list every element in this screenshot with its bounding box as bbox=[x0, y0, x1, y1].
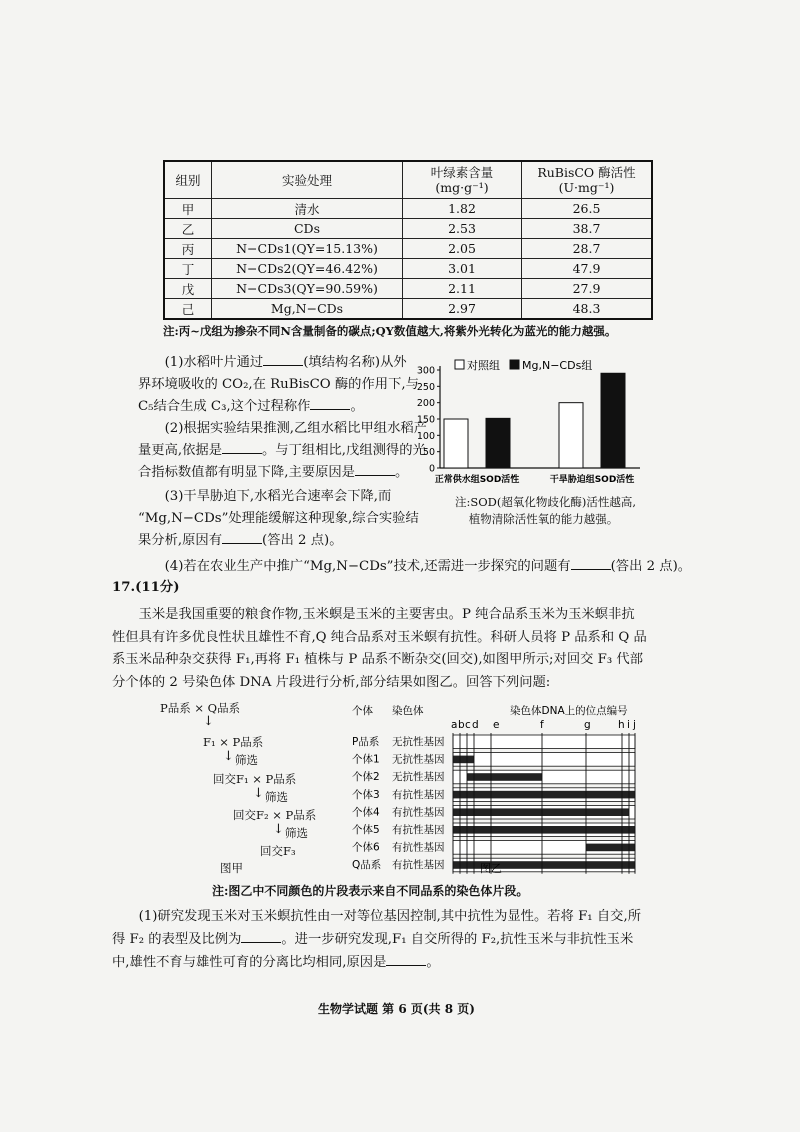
table-cell: CDs bbox=[212, 219, 403, 239]
row-chromosome: 有抗性基因 bbox=[392, 841, 445, 854]
cross-line2: F₁ × P品系 bbox=[203, 735, 264, 749]
site-letter: f bbox=[540, 719, 544, 731]
chromosome-bar bbox=[453, 753, 635, 767]
q16-p1b: (填结构名称)从外 bbox=[303, 355, 407, 370]
q16-part4 bbox=[138, 556, 698, 578]
table-cell: 27.9 bbox=[522, 279, 653, 299]
bar-control bbox=[444, 419, 468, 468]
row-individual: 个体1 bbox=[352, 753, 380, 766]
q16-p4a: (4)若在农业生产中推广“Mg,N−CDs”技术,还需进一步探究的问题有 bbox=[164, 559, 571, 574]
legend-label-treated: Mg,N−CDs组 bbox=[522, 359, 593, 372]
site-letter: g bbox=[584, 719, 591, 731]
row-chromosome: 有抗性基因 bbox=[392, 806, 445, 819]
table-cell: 47.9 bbox=[522, 259, 653, 279]
row-individual: 个体3 bbox=[352, 788, 380, 801]
chart-note-line1: 注:SOD(超氧化物歧化酶)活性越高, bbox=[455, 495, 637, 509]
answer-blank[interactable] bbox=[222, 441, 262, 454]
q-segment bbox=[453, 791, 635, 799]
q17-q1c: 。进一步研究发现,F₁ 自交所得的 F₂,抗性玉米与非抗性玉米 bbox=[281, 932, 634, 947]
row-individual: 个体2 bbox=[352, 771, 380, 784]
row-individual: P品系 bbox=[352, 736, 380, 748]
select-label: 筛选 bbox=[285, 826, 308, 840]
col-treatment: 实验处理 bbox=[212, 161, 403, 199]
legend-swatch-treated bbox=[510, 360, 519, 369]
col-chlorophyll bbox=[403, 161, 522, 199]
q16-p3b: “Mg,N−CDs”处理能缓解这种现象,综合实验结 bbox=[138, 511, 419, 526]
bar-control bbox=[559, 403, 583, 468]
table-cell: 38.7 bbox=[522, 219, 653, 239]
chart-legend bbox=[455, 358, 592, 372]
site-letter: j bbox=[633, 719, 636, 731]
answer-blank[interactable] bbox=[241, 930, 281, 943]
chart-note bbox=[455, 494, 636, 528]
cross-line4: 回交F₂ × P品系 bbox=[233, 808, 317, 822]
figure-a-caption: 图甲 bbox=[220, 861, 243, 875]
answer-blank[interactable] bbox=[310, 397, 350, 410]
q17-intro4: 分个体的 2 号染色体 DNA 片段进行分析,部分结果如图乙。回答下列问题: bbox=[112, 674, 551, 690]
col-individual: 个体 bbox=[352, 705, 373, 717]
figure-note: 注:图乙中不同颜色的片段表示来自不同品系的染色体片段。 bbox=[212, 884, 529, 898]
y-tick-label: 50 bbox=[422, 447, 435, 459]
table-cell: 己 bbox=[164, 299, 212, 320]
q16-p3c: 果分析,原因有 bbox=[138, 533, 223, 548]
q16-p3d: (答出 2 点)。 bbox=[262, 533, 343, 548]
site-letter: b bbox=[458, 719, 465, 731]
figure-b-caption: 图乙 bbox=[480, 862, 502, 875]
table-cell: 48.3 bbox=[522, 299, 653, 320]
site-letters bbox=[451, 719, 636, 731]
category-label: 干旱胁迫组SOD活性 bbox=[549, 475, 635, 485]
answer-blank[interactable] bbox=[263, 353, 303, 366]
col-group: 组别 bbox=[164, 161, 212, 199]
rubisco-unit: (U·mg⁻¹) bbox=[558, 180, 615, 195]
q17-intro3: 系玉米品种杂交获得 F₁,再将 F₁ 植株与 P 品系不断杂交(回交),如图甲所示;对回交 F₃ 代部 bbox=[112, 652, 644, 667]
category-label: 正常供水组SOD活性 bbox=[434, 475, 520, 485]
table-cell: 2.05 bbox=[403, 239, 522, 259]
q17-intro1: 玉米是我国重要的粮食作物,玉米螟是玉米的主要害虫。P 纯合品系玉米为玉米螟非抗 bbox=[138, 607, 635, 622]
q16-part1 bbox=[138, 352, 438, 418]
q16-p1e: 。 bbox=[350, 399, 364, 414]
y-tick-label: 200 bbox=[416, 398, 435, 410]
q16-p2b: 量更高,依据是 bbox=[138, 443, 223, 458]
table-row bbox=[164, 299, 652, 320]
q-segment bbox=[453, 808, 629, 816]
table-cell: 甲 bbox=[164, 199, 212, 219]
row-chromosome: 无抗性基因 bbox=[392, 736, 445, 748]
col-sites: 染色体DNA上的位点编号 bbox=[510, 705, 628, 717]
diagram-a bbox=[160, 700, 340, 875]
site-letter: a bbox=[451, 719, 458, 731]
down-arrow-icon: ↓ bbox=[203, 714, 214, 729]
down-arrow-icon: ↓ bbox=[223, 749, 234, 764]
site-letter: h bbox=[618, 719, 625, 731]
col-chromosome: 染色体 bbox=[392, 705, 424, 717]
table-cell: 丙 bbox=[164, 239, 212, 259]
q17-q1a: (1)研究发现玉米对玉米螟抗性由一对等位基因控制,其中抗性为显性。若将 F₁ 自交,所 bbox=[138, 909, 641, 924]
row-chromosome: 无抗性基因 bbox=[392, 771, 445, 784]
experiment-table bbox=[163, 160, 653, 320]
site-letter: d bbox=[472, 719, 479, 731]
answer-blank[interactable] bbox=[386, 953, 426, 966]
table-cell: 戊 bbox=[164, 279, 212, 299]
chart-bars bbox=[444, 373, 625, 468]
chlorophyll-unit: (mg·g⁻¹) bbox=[435, 180, 489, 195]
table-cell: 2.53 bbox=[403, 219, 522, 239]
q16-p1c: 界环境吸收的 CO₂,在 RuBisCO 酶的作用下,与 bbox=[138, 377, 419, 392]
table-cell: N−CDs2(QY=46.42%) bbox=[212, 259, 403, 279]
chart-note-line2: 植物清除活性氧的能力越强。 bbox=[468, 512, 619, 526]
table-cell: 2.97 bbox=[403, 299, 522, 320]
y-tick-label: 0 bbox=[428, 463, 435, 475]
q17-q1e: 。 bbox=[426, 955, 440, 970]
table-cell: 乙 bbox=[164, 219, 212, 239]
q-segment bbox=[467, 773, 542, 781]
answer-blank[interactable] bbox=[571, 557, 611, 570]
q16-p4b: (答出 2 点)。 bbox=[610, 559, 692, 574]
q16-p1a: (1)水稻叶片通过 bbox=[164, 355, 264, 370]
row-chromosome: 无抗性基因 bbox=[392, 753, 445, 766]
table-row bbox=[164, 279, 652, 299]
q17-intro bbox=[112, 604, 702, 694]
table-cell: N−CDs3(QY=90.59%) bbox=[212, 279, 403, 299]
table-cell: N−CDs1(QY=15.13%) bbox=[212, 239, 403, 259]
y-tick-label: 150 bbox=[416, 414, 435, 426]
q17-q1b: 得 F₂ 的表型及比例为 bbox=[112, 932, 242, 947]
site-letter: c bbox=[465, 719, 471, 731]
table-row bbox=[164, 219, 652, 239]
y-tick-label: 100 bbox=[416, 430, 435, 442]
y-tick-label: 300 bbox=[416, 365, 435, 377]
page-footer: 生物学试题 第 6 页(共 8 页) bbox=[318, 1002, 475, 1016]
row-individual: Q品系 bbox=[352, 859, 382, 872]
table-cell: 3.01 bbox=[403, 259, 522, 279]
cross-line3: 回交F₁ × P品系 bbox=[213, 772, 297, 786]
bar-treated bbox=[601, 373, 625, 468]
q16-part3 bbox=[138, 486, 438, 552]
rubisco-header: RuBisCO 酶活性 bbox=[537, 165, 636, 180]
bar-treated bbox=[486, 418, 510, 468]
q17-heading: 17.(11分) bbox=[112, 580, 180, 595]
q-segment bbox=[453, 756, 474, 764]
col-rubisco bbox=[522, 161, 653, 199]
chlorophyll-header: 叶绿素含量 bbox=[430, 165, 494, 180]
table-cell: 丁 bbox=[164, 259, 212, 279]
q17-part1 bbox=[112, 905, 702, 974]
table-row bbox=[164, 259, 652, 279]
answer-blank[interactable] bbox=[355, 463, 395, 476]
legend-swatch-control bbox=[455, 360, 464, 369]
q16-p2c: 。与丁组相比,戊组测得的光 bbox=[262, 443, 426, 458]
legend-label-control: 对照组 bbox=[467, 359, 500, 372]
q-segment bbox=[453, 826, 635, 834]
answer-blank[interactable] bbox=[222, 531, 262, 544]
row-chromosome: 有抗性基因 bbox=[392, 788, 445, 801]
chromosome-bar bbox=[453, 735, 635, 749]
q16-p2a: (2)根据实验结果推测,乙组水稻比甲组水稻产 bbox=[164, 421, 427, 436]
chromosome-rows bbox=[352, 735, 635, 872]
row-individual: 个体6 bbox=[352, 841, 380, 854]
row-individual: 个体5 bbox=[352, 824, 380, 836]
table-row bbox=[164, 239, 652, 259]
row-chromosome: 有抗性基因 bbox=[392, 859, 445, 872]
table-cell: 28.7 bbox=[522, 239, 653, 259]
table-cell: 2.11 bbox=[403, 279, 522, 299]
table-row bbox=[164, 199, 652, 219]
q16-p3a: (3)干旱胁迫下,水稻光合速率会下降,而 bbox=[164, 489, 392, 504]
row-chromosome: 有抗性基因 bbox=[392, 824, 445, 836]
cross-line5: 回交F₃ bbox=[260, 844, 296, 858]
table-cell: 26.5 bbox=[522, 199, 653, 219]
q16-p2d: 合指标数值都有明显下降,主要原因是 bbox=[138, 465, 355, 480]
table-cell: 清水 bbox=[212, 199, 403, 219]
down-arrow-icon: ↓ bbox=[253, 786, 264, 801]
down-arrow-icon: ↓ bbox=[273, 822, 284, 837]
table-cell: 1.82 bbox=[403, 199, 522, 219]
cross-line1: P品系 × Q品系 bbox=[160, 701, 241, 715]
q16-p2e: 。 bbox=[394, 465, 409, 480]
y-tick-label: 250 bbox=[416, 381, 435, 393]
q-segment bbox=[586, 844, 635, 852]
site-letter: i bbox=[627, 719, 630, 731]
q17-intro2: 性但具有许多优良性状且雄性不育,Q 纯合品系对玉米螟有抗性。科研人员将 P 品系和 Q 品 bbox=[112, 629, 647, 645]
row-individual: 个体4 bbox=[352, 806, 380, 819]
site-letter: e bbox=[493, 719, 500, 731]
chart-category-labels bbox=[435, 473, 635, 485]
q16-part2 bbox=[138, 418, 438, 484]
table-note: 注:丙~戊组为掺杂不同N含量制备的碳点;QY数值越大,将紫外光转化为蓝光的能力越强。 bbox=[163, 324, 617, 338]
select-label: 筛选 bbox=[235, 753, 258, 767]
q16-p1d: C₅结合生成 C₃,这个过程称作 bbox=[138, 399, 311, 414]
table-cell: Mg,N−CDs bbox=[212, 299, 403, 320]
q17-q1d: 中,雄性不育与雄性可育的分离比均相同,原因是 bbox=[112, 955, 387, 970]
select-label: 筛选 bbox=[265, 790, 288, 804]
diagram-b bbox=[350, 700, 650, 880]
